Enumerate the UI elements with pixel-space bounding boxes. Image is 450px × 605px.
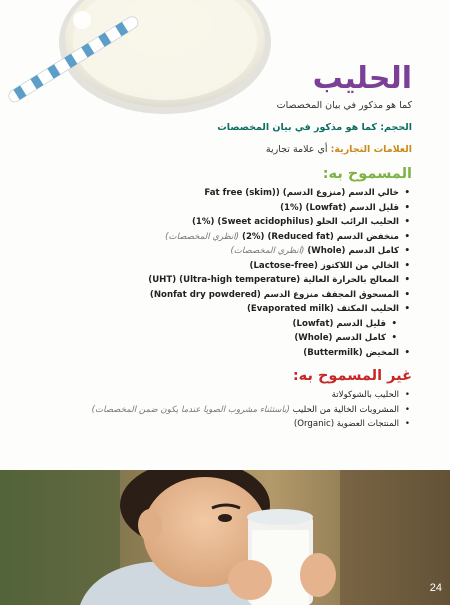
list-item: • منخفض الدسم (Reduced fat) (2%) (انظري المخصصات)	[82, 230, 399, 245]
brands-value: أي علامة تجارية	[265, 144, 331, 155]
page-title: الحليب	[312, 61, 412, 96]
list-item: • الحليب الرائب الحلو (Sweet acidophilus) (1%)	[82, 215, 399, 230]
list-item: • خالي الدسم (منزوع الدسم) (Fat free (skim)	[82, 186, 399, 201]
volume-line: الحجم: كما هو مذكور في بيان المخصصات	[217, 122, 412, 133]
page-number: 24	[429, 582, 442, 594]
list-item: • الخالي من اللاكتوز (Lactose-free)	[82, 259, 399, 274]
list-item: • المشروبات الخالية من الحليب (باستثناء مشروب الصويا عندما يكون ضمن المخصصات)	[82, 403, 399, 418]
not-allowed-heading: غير المسموح به:	[292, 368, 412, 384]
list-item: • المعالج بالحرارة العالية (Ultra-high temperature) (UHT)	[82, 273, 399, 288]
item-note: (انظري المخصصات)	[165, 231, 240, 242]
brands-label: العلامات التجارية:	[330, 144, 412, 155]
list-item: • الحليب بالشوكولاتة	[82, 388, 399, 403]
allowed-list	[82, 186, 412, 360]
child-drinking-milk-image	[0, 470, 450, 605]
not-allowed-list	[82, 388, 412, 432]
item-note: (باستثناء مشروب الصويا عندما يكون ضمن المخصصات)	[91, 404, 290, 415]
milk-guide-content	[82, 60, 412, 432]
list-item: • المخيض (Buttermilk)	[82, 346, 399, 361]
list-item: • كامل الدسم (Whole) (انظري المخصصات)	[82, 244, 399, 259]
list-item: • قليل الدسم (Lowfat) (1%)	[82, 201, 399, 216]
list-item: • المنتجات العضوية (Organic)	[82, 417, 399, 432]
sub-list-item: • قليل الدسم (Lowfat)	[82, 317, 399, 332]
sub-list-item: • كامل الدسم (Whole)	[82, 331, 399, 346]
list-item: • المسحوق المجفف منزوع الدسم (Nonfat dry powdered)	[82, 288, 399, 303]
brands-line	[82, 144, 412, 155]
allowed-heading: المسموح به:	[322, 166, 412, 182]
item-note: (انظري المخصصات)	[230, 246, 305, 256]
page-subtitle: كما هو مذكور في بيان المخصصات	[276, 100, 412, 111]
list-item: • الحليب المكثف (Evaporated milk)	[82, 302, 399, 317]
